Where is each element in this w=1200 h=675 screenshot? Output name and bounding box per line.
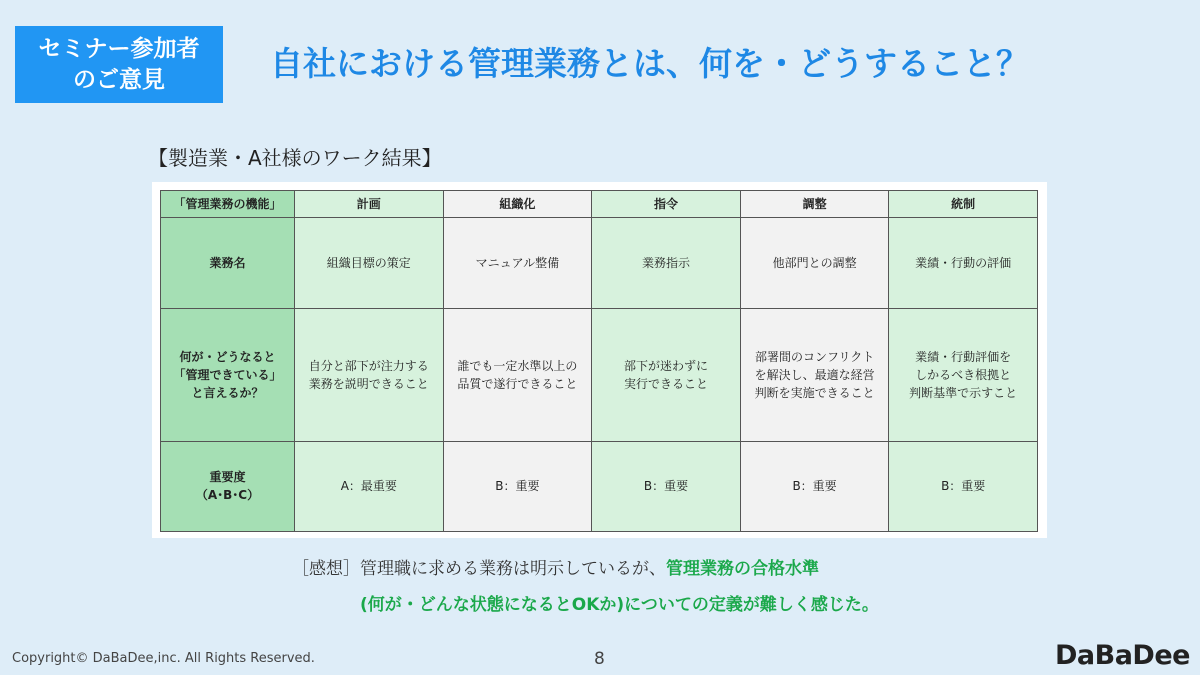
table-header-row bbox=[161, 191, 1038, 218]
dabadee-logo: DaBaDee bbox=[1055, 640, 1190, 671]
comment-prefix: ［感想］管理職に求める業務は明示しているが、 bbox=[292, 559, 666, 579]
table-cell: 他部門との調整 bbox=[740, 218, 889, 308]
column-header-planning: 計画 bbox=[295, 191, 444, 218]
table-cell: マニュアル整備 bbox=[443, 218, 592, 308]
table-cell: 自分と部下が注力する 業務を説明できること bbox=[295, 308, 444, 441]
table-row bbox=[161, 441, 1038, 531]
copyright-text: Copyright© DaBaDee,inc. All Rights Reserved. bbox=[12, 651, 315, 666]
comment-highlight: 管理業務の合格水準 bbox=[666, 559, 819, 579]
row-header-importance: 重要度 （A･B･C） bbox=[161, 441, 295, 531]
column-header-directing: 指令 bbox=[592, 191, 741, 218]
table-cell: 業務指示 bbox=[592, 218, 741, 308]
table-corner-label: 「管理業務の機能」 bbox=[161, 191, 295, 218]
table-cell: B：重要 bbox=[592, 441, 741, 531]
column-header-controlling: 統制 bbox=[889, 191, 1038, 218]
table-panel bbox=[152, 182, 1047, 538]
table-cell: 業績・行動評価を しかるべき根拠と 判断基準で示すこと bbox=[889, 308, 1038, 441]
row-header-task-name: 業務名 bbox=[161, 218, 295, 308]
table-cell: 部署間のコンフリクト を解決し、最適な経営 判断を実施できること bbox=[740, 308, 889, 441]
row-header-criteria: 何が・どうなると 「管理できている」 と言えるか？ bbox=[161, 308, 295, 441]
management-functions-table bbox=[160, 190, 1038, 532]
table-cell: 業績・行動の評価 bbox=[889, 218, 1038, 308]
seminar-badge bbox=[15, 26, 223, 103]
comment-line-2: (何が・どんな状態になるとOKか)についての定義が難しく感じた。 bbox=[360, 595, 879, 615]
badge-line-2: のご意見 bbox=[73, 66, 165, 93]
table-caption: 【製造業・A社様のワーク結果】 bbox=[148, 146, 442, 170]
table-cell: 誰でも一定水準以上の 品質で遂行できること bbox=[443, 308, 592, 441]
table-row bbox=[161, 308, 1038, 441]
table-row bbox=[161, 218, 1038, 308]
badge-line-1: セミナー参加者 bbox=[38, 35, 200, 62]
column-header-organizing: 組織化 bbox=[443, 191, 592, 218]
table-cell: 組織目標の策定 bbox=[295, 218, 444, 308]
comment-line-1 bbox=[292, 554, 819, 579]
table-cell: B：重要 bbox=[889, 441, 1038, 531]
table-cell: B：重要 bbox=[740, 441, 889, 531]
table-cell: 部下が迷わずに 実行できること bbox=[592, 308, 741, 441]
table-cell: B：重要 bbox=[443, 441, 592, 531]
page-title: 自社における管理業務とは、何を・どうすること？ bbox=[270, 44, 1029, 83]
column-header-coordinating: 調整 bbox=[740, 191, 889, 218]
table-cell: A：最重要 bbox=[295, 441, 444, 531]
page-number: 8 bbox=[594, 649, 605, 669]
